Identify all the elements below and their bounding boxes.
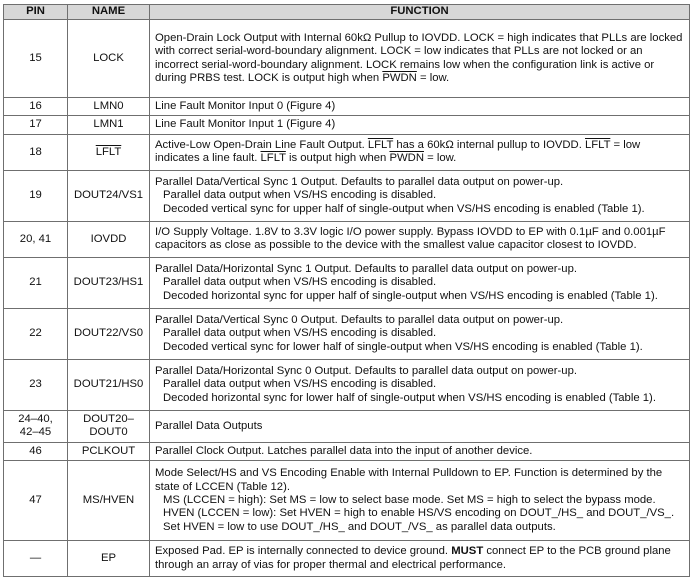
- pin-line: 42–45: [19, 426, 52, 439]
- function-line: Decoded horizontal sync for lower half of single-output when VS/HS encoding is enabled (Table 1).: [163, 391, 656, 404]
- table-header-row: [4, 5, 690, 20]
- pin-cell: 15: [4, 20, 68, 98]
- function-line: Parallel Data/Vertical Sync 0 Output. Defaults to parallel data output on power-up.: [155, 313, 564, 326]
- name-line: DOUT0: [89, 426, 128, 439]
- table-row: [4, 442, 690, 460]
- function-cell: Parallel Clock Output. Latches parallel data into the input of another device.: [150, 442, 690, 460]
- name-cell: DOUT24/VS1: [68, 170, 150, 221]
- function-cell: I/O Supply Voltage. 1.8V to 3.3V logic I/O power supply. Bypass IOVDD to EP with 0.1µF and 0.001µF capacitors as close as possible to the device with the smallest value capacitor closest to IOVDD.: [150, 221, 690, 257]
- function-line: Decoded vertical sync for lower half of single-output when VS/HS encoding is enabled (Table 1).: [163, 340, 643, 353]
- pin-cell: 19: [4, 170, 68, 221]
- pin-line: 24–40,: [18, 412, 53, 425]
- function-cell: [150, 541, 690, 577]
- table-row: [4, 221, 690, 257]
- function-line: Parallel data output when VS/HS encoding is disabled.: [163, 276, 437, 289]
- function-text: has a 60kΩ internal pullup to IOVDD.: [393, 138, 585, 151]
- function-text: = low.: [416, 71, 450, 84]
- function-cell: [150, 134, 690, 170]
- function-cell: [150, 20, 690, 98]
- name-cell: IOVDD: [68, 221, 150, 257]
- pin-cell: 23: [4, 359, 68, 410]
- function-cell: [150, 257, 690, 308]
- function-cell: [150, 461, 690, 541]
- name-line: DOUT20–: [83, 412, 134, 425]
- function-line: HVEN (LCCEN = low): Set HVEN = high to enable HS/VS encoding on DOUT_/HS_ and DOUT_/VS_.: [163, 507, 675, 520]
- pin-cell: 21: [4, 257, 68, 308]
- pin-description-table: [3, 4, 690, 577]
- table-row: [4, 116, 690, 134]
- function-cell: [150, 308, 690, 359]
- table-row: [4, 98, 690, 116]
- name-cell: [68, 410, 150, 442]
- table-row: [4, 410, 690, 442]
- emphasis-text: MUST: [451, 545, 484, 558]
- function-text: = low indicates a line fault.: [155, 138, 641, 165]
- name-cell: LMN0: [68, 98, 150, 116]
- pin-cell: 22: [4, 308, 68, 359]
- table-row: [4, 170, 690, 221]
- table-row: [4, 359, 690, 410]
- function-text: is output high when: [285, 152, 390, 165]
- header-pin: PIN: [4, 5, 68, 20]
- function-text: Open-Drain Lock Output with Internal 60kΩ Pullup to IOVDD. LOCK = high indicates that PLLs are locked with correct serial-word-boundary alignment. LOCK = low indicates that PLLs are not locked or an incorrect serial-word-boundary alignment. LOCK remains low when the configuration link is active or during PRBS test. LOCK is output high when: [155, 31, 683, 84]
- function-text: connect EP to the PCB ground plane through an array of vias for proper thermal and electrical performance.: [155, 545, 671, 571]
- overlined-signal: LFLT: [260, 152, 286, 165]
- function-cell: [150, 359, 690, 410]
- overlined-signal: PWDN: [382, 71, 417, 84]
- pin-cell: 16: [4, 98, 68, 116]
- pin-cell: [4, 410, 68, 442]
- name-cell: DOUT23/HS1: [68, 257, 150, 308]
- function-line: Parallel Data/Horizontal Sync 1 Output. Defaults to parallel data output on power-up.: [155, 262, 577, 275]
- pin-cell: 47: [4, 461, 68, 541]
- name-cell: DOUT22/VS0: [68, 308, 150, 359]
- function-line: Decoded horizontal sync for upper half of single-output when VS/HS encoding is enabled (Table 1).: [163, 289, 658, 302]
- pin-cell: 17: [4, 116, 68, 134]
- pin-cell: 18: [4, 134, 68, 170]
- table-row: [4, 461, 690, 541]
- function-text: Active-Low Open-Drain Line Fault Output.: [155, 138, 368, 151]
- function-line: Decoded vertical sync for upper half of single-output when VS/HS encoding is enabled (Table 1).: [163, 202, 645, 215]
- table-row: [4, 20, 690, 98]
- name-cell: PCLKOUT: [68, 442, 150, 460]
- pin-cell: 20, 41: [4, 221, 68, 257]
- name-overlined: LFLT: [95, 145, 122, 158]
- function-cell: Line Fault Monitor Input 0 (Figure 4): [150, 98, 690, 116]
- function-line: Mode Select/HS and VS Encoding Enable with Internal Pulldown to EP. Function is determined by the state of LCCEN (Table 12).: [155, 467, 663, 493]
- function-line: Parallel data output when VS/HS encoding is disabled.: [163, 189, 437, 202]
- table-row: [4, 541, 690, 577]
- table-row: [4, 134, 690, 170]
- function-text: Exposed Pad. EP is internally connected to device ground.: [155, 545, 452, 558]
- function-line: Parallel data output when VS/HS encoding is disabled.: [163, 327, 437, 340]
- name-cell: LOCK: [68, 20, 150, 98]
- name-cell: [68, 134, 150, 170]
- name-cell: LMN1: [68, 116, 150, 134]
- function-cell: Line Fault Monitor Input 1 (Figure 4): [150, 116, 690, 134]
- pin-cell: —: [4, 541, 68, 577]
- function-cell: [150, 170, 690, 221]
- function-cell: Parallel Data Outputs: [150, 410, 690, 442]
- function-line: Set HVEN = low to use DOUT_/HS_ and DOUT_/VS_ as parallel data outputs.: [163, 520, 556, 533]
- function-line: Parallel Data/Vertical Sync 1 Output. Defaults to parallel data output on power-up.: [155, 175, 564, 188]
- function-line: Parallel data output when VS/HS encoding is disabled.: [163, 378, 437, 391]
- name-cell: DOUT21/HS0: [68, 359, 150, 410]
- function-line: MS (LCCEN = high): Set MS = low to select base mode. Set MS = high to select the bypass mode.: [163, 494, 656, 507]
- function-line: Parallel Data/Horizontal Sync 0 Output. Defaults to parallel data output on power-up.: [155, 364, 577, 377]
- name-cell: EP: [68, 541, 150, 577]
- overlined-signal: LFLT: [367, 138, 394, 151]
- table-row: [4, 257, 690, 308]
- header-function: FUNCTION: [150, 5, 690, 20]
- function-text: = low.: [423, 152, 457, 165]
- pin-cell: 46: [4, 442, 68, 460]
- header-name: NAME: [68, 5, 150, 20]
- name-cell: MS/HVEN: [68, 461, 150, 541]
- overlined-signal: PWDN: [389, 152, 424, 165]
- overlined-signal: LFLT: [585, 138, 611, 151]
- table-row: [4, 308, 690, 359]
